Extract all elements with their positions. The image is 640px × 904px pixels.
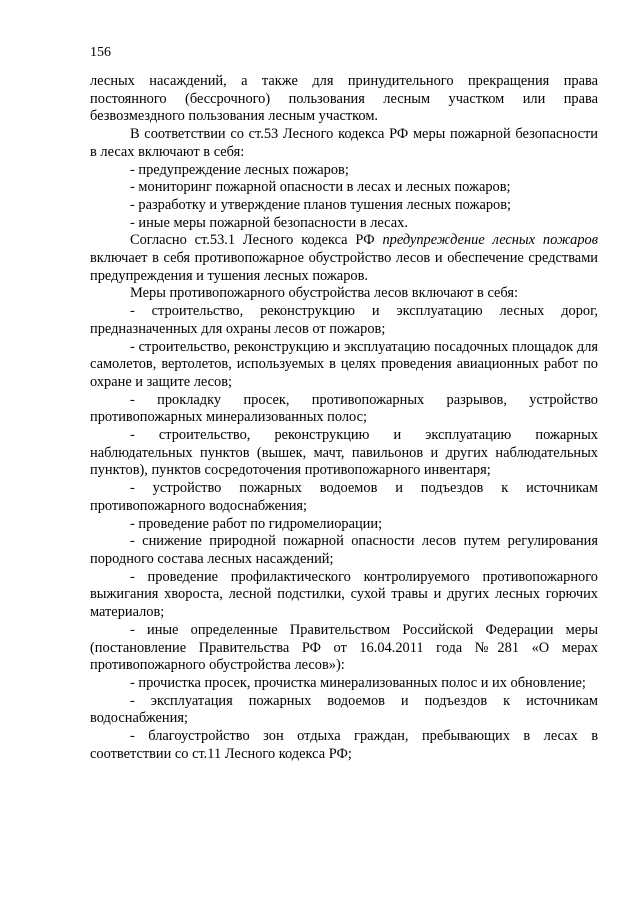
paragraph-article-53: В соответствии со ст.53 Лесного кодекса РФ меры пожарной безопасности в лесах включают в себя: xyxy=(90,126,598,160)
document-body xyxy=(90,73,598,763)
list-item: - прокладку просек, противопожарных разрывов, устройство противопожарных минерализованных полос; xyxy=(90,391,598,426)
paragraph-lead-text: Согласно ст.53.1 Лесного кодекса РФ xyxy=(130,232,383,249)
list-item: - строительство, реконструкцию и эксплуатацию посадочных площадок для самолетов, вертолетов, используемых в целях проведения авиационных работ по охране и защите лесов; xyxy=(90,338,598,390)
page-number: 156 xyxy=(90,45,111,60)
italic-term: предупреждение лесных пожаров xyxy=(382,232,598,249)
list-item: - эксплуатация пожарных водоемов и подъездов к источникам водоснабжения; xyxy=(90,692,598,727)
list-item: - снижение природной пожарной опасности лесов путем регулирования породного состава лесных насаждений; xyxy=(90,533,598,567)
list-item: - проведение профилактического контролируемого противопожарного выжигания хвороста, лесной подстилки, сухой травы и других лесных горючих материалов; xyxy=(90,568,598,621)
list-item: - прочистка просек, прочистка минерализованных полос и их обновление; xyxy=(130,674,586,691)
list-item: - иные меры пожарной безопасности в лесах. xyxy=(130,214,408,231)
list-item: - разработку и утверждение планов тушения лесных пожаров; xyxy=(130,196,512,213)
paragraph-tail-text: включает в себя противопожарное обустройство лесов и обеспечение средствами предупреждения и тушения лесных пожаров. xyxy=(90,250,598,284)
paragraph-measures-intro: Меры противопожарного обустройства лесов включают в себя: xyxy=(130,285,518,302)
list-item: - строительство, реконструкцию и эксплуатацию пожарных наблюдательных пунктов (вышек, мачт, павильонов и других наблюдательных пунктов), пунктов сосредоточения противопожарного инвентаря; xyxy=(90,427,598,479)
list-item: - благоустройство зон отдыха граждан, пребывающих в лесах в соответствии со ст.11 Лесного кодекса РФ; xyxy=(90,728,598,762)
list-item: - предупреждение лесных пожаров; xyxy=(130,161,349,178)
list-item: - иные определенные Правительством Российской Федерации меры (постановление Правительства РФ от 16.04.2011 года №281 «О мерах противопожарного обустройства лесов»): xyxy=(90,621,598,674)
paragraph-continuation: лесных насаждений, а также для принудительного прекращения права постоянного (бессрочного) пользования лесным участком или права безвозмездного пользования лесным участком. xyxy=(90,73,598,125)
list-item: - строительство, реконструкцию и эксплуатацию лесных дорог, предназначенных для охраны лесов от пожаров; xyxy=(90,303,598,337)
list-item: - проведение работ по гидромелиорации; xyxy=(130,515,383,532)
list-item: - устройство пожарных водоемов и подъездов к источникам противопожарного водоснабжения; xyxy=(90,480,598,514)
list-item: - мониторинг пожарной опасности в лесах и лесных пожаров; xyxy=(130,179,511,196)
paragraph-article-53-1 xyxy=(90,232,598,285)
